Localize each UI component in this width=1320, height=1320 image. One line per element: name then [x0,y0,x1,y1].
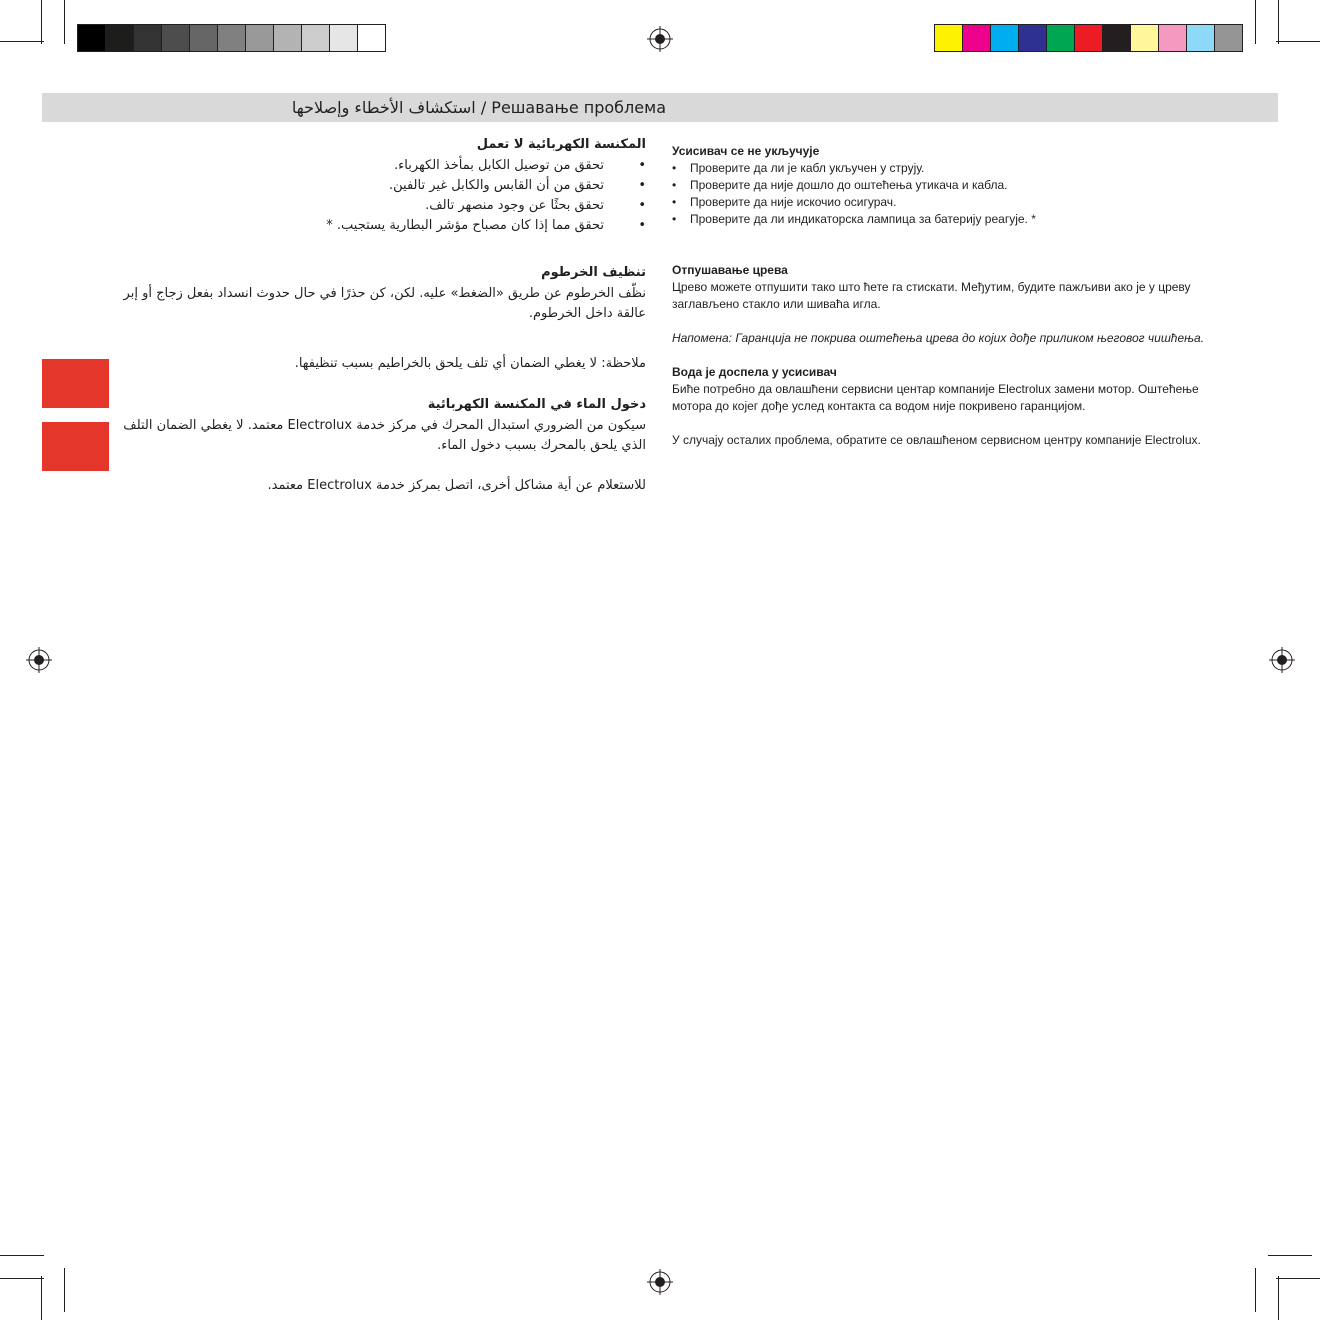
paragraph: У случају осталих проблема, обратите се овлашћеном сервисном центру компаније Electrolux. [672,433,1201,447]
section-title: Вода је доспела у усисивач [672,365,837,379]
crop-mark [64,0,65,44]
color-swatch [1159,25,1187,51]
list-item-text: Проверите да ли индикаторска лампица за батерију реагује. * [690,212,1036,226]
section-title: تنظيف الخرطوم [541,265,646,280]
color-swatch [1131,25,1159,51]
crop-mark [1268,1255,1312,1256]
bullet-icon: • [672,212,677,226]
crop-mark [1276,1278,1320,1279]
note: ملاحظة: لا يغطي الضمان أي تلف يلحق بالخراطيم بسبب تنظيفها. [294,356,646,371]
paragraph: سيكون من الضروري استبدال المحرك في مركز خدمة Electrolux معتمد. لا يغطي الضمان التلف الذي يلحق بالمحرك بسبب دخول الماء. [123,418,646,453]
crop-mark [41,1276,42,1320]
color-swatch [963,25,991,51]
section-title: Отпушавање црева [672,263,788,277]
list-item-text: تحقق بحثًا عن وجود منصهر تالف. [425,198,604,213]
color-swatch [1187,25,1215,51]
color-swatch [1103,25,1131,51]
note [672,330,1212,347]
side-tab [42,359,109,408]
bullet-icon: • [638,178,646,193]
color-swatch [134,25,162,51]
color-swatch [991,25,1019,51]
bullet-icon: • [638,158,646,173]
color-swatch [1047,25,1075,51]
crop-mark [1255,0,1256,44]
list-item [110,196,646,216]
section-title: المكنسة الكهربائية لا تعمل [476,137,646,152]
color-swatch [190,25,218,51]
color-swatch [162,25,190,51]
color-swatch [358,25,385,51]
color-swatch [330,25,358,51]
list-item [672,177,1212,194]
bullet-icon: • [672,195,677,209]
crop-mark [41,0,42,44]
list-item [110,156,646,176]
list-item [672,160,1212,177]
color-bar [934,24,1243,52]
paragraph: Црево можете отпушити тако што ћете га стискати. Међутим, будите пажљиви ако је у цреву заглављено стакло или шиваћа игла. [672,280,1191,311]
color-swatch [274,25,302,51]
registration-mark-icon [26,647,52,673]
bullet-icon: • [638,218,646,233]
color-swatch [246,25,274,51]
bullet-icon: • [672,161,677,175]
crop-mark [1278,1276,1279,1320]
list-item-text: تحقق من أن القابس والكابل غير تالفين. [389,178,604,193]
color-swatch [302,25,330,51]
list-item-text: تحقق مما إذا كان مصباح مؤشر البطارية يستجيب. * [326,218,604,233]
grayscale-bar [77,24,386,52]
paragraph: للاستعلام عن أية مشاكل أخرى، اتصل بمركز خدمة Electrolux معتمد. [267,478,646,493]
crop-mark [1276,41,1320,42]
side-tab [42,422,109,471]
note-text: Напомена: Гаранција не покрива оштећења црева до којих дође приликом његовог чишћења. [672,331,1205,345]
list-item [110,176,646,196]
list-item [110,216,646,236]
crop-mark [64,1268,65,1312]
crop-mark [0,41,44,42]
color-swatch [106,25,134,51]
color-swatch [78,25,106,51]
crop-mark [0,1278,44,1279]
list-item-text: Проверите да није искочио осигурач. [690,195,897,209]
crop-mark [1255,1268,1256,1312]
color-swatch [935,25,963,51]
list-item [672,211,1212,228]
list-item [672,194,1212,211]
serbian-column [672,143,1212,449]
color-swatch [218,25,246,51]
section-header-band [42,93,1278,122]
paragraph: Биће потребно да овлашћени сервисни центар компаније Electrolux замени мотор. Оштећење мотора до којег дође услед контакта са водом није покривено гаранцијом. [672,382,1199,413]
bullet-icon: • [672,178,677,192]
section-title: دخول الماء في المكنسة الكهربائية [427,397,646,412]
registration-mark-icon [1269,647,1295,673]
color-swatch [1019,25,1047,51]
arabic-column [110,134,646,496]
list-item-text: تحقق من توصيل الكابل بمأخذ الكهرباء. [394,158,604,173]
crop-mark [0,1255,44,1256]
color-swatch [1215,25,1242,51]
bullet-list [672,160,1212,228]
registration-mark-icon [647,26,673,52]
color-swatch [1075,25,1103,51]
paragraph: نظّف الخرطوم عن طريق «الضغط» عليه. لكن، كن حذرًا في حال حدوث انسداد بفعل زجاج أو إبر عالقة داخل الخرطوم. [123,286,646,321]
registration-mark-icon [647,1269,673,1295]
section-title: Усисивач се не укључује [672,144,820,158]
bullet-icon: • [638,198,646,213]
bullet-list [110,156,646,236]
list-item-text: Проверите да ли је кабл укључен у струју. [690,161,925,175]
list-item-text: Проверите да није дошло до оштећења утикача и кабла. [690,178,1008,192]
page-title: استكشاف الأخطاء وإصلاحها / Решавање проблема [291,98,666,117]
crop-mark [1278,0,1279,44]
